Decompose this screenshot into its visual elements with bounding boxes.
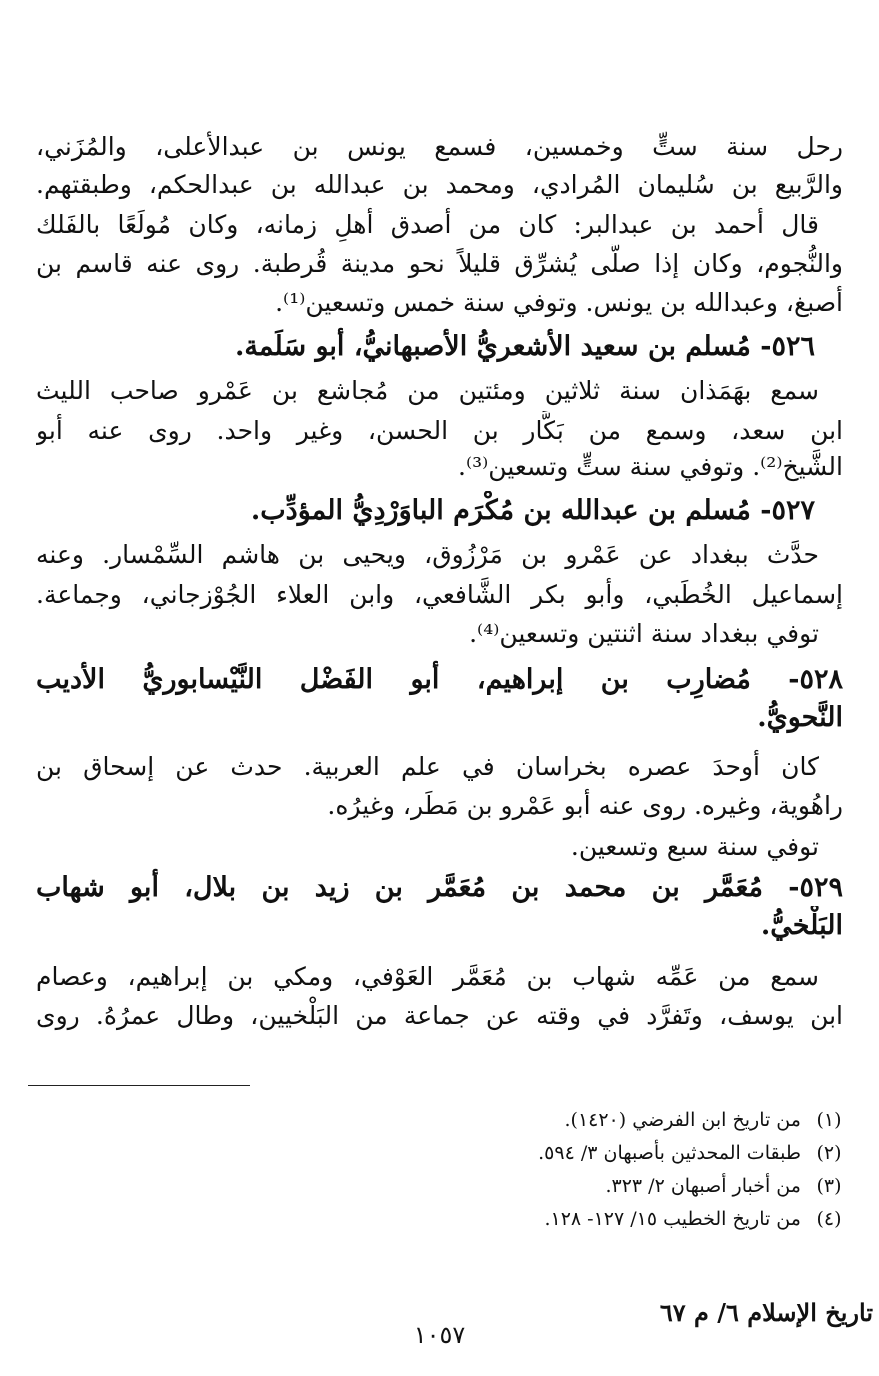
text-line: ابن سعد، وسمع من بَكَّار بن الحسن، وغير واحد. روى عنه أبو — [36, 416, 843, 445]
text-line: إسماعيل الخُطَبي، وأبو بكر الشَّافعي، وابن العلاء الجُوْزجاني، وجماعة. — [36, 580, 843, 609]
entry-heading: البَلْخيُّ. — [760, 910, 843, 941]
text-line: حدَّث ببغداد عن عَمْرو بن مَرْزُوق، ويحيى بن هاشم السِّمْسار. وعنه — [36, 540, 819, 569]
text-line: رحل سنة ستٍّ وخمسين، فسمع يونس بن عبدالأعلى، والمُزَني، — [36, 132, 843, 161]
text-line: أصبغ، وعبدالله بن يونس. وتوفي سنة خمس وتسعين⁽¹⁾. — [275, 288, 843, 317]
signature-mark: تاريخ الإسلام ٦/ م ٦٧ — [659, 1298, 873, 1327]
footnote-divider — [28, 1085, 250, 1086]
entry-heading: ٥٢٩- مُعَمَّر بن محمد بن مُعَمَّر بن زيد بن بلال، أبو شهاب — [36, 872, 843, 903]
footnote-number: (١) — [816, 1109, 842, 1131]
footnote — [538, 1139, 851, 1167]
text-line: توفي سنة سبع وتسعين. — [570, 832, 819, 861]
text-line: الشَّيخ⁽²⁾. وتوفي سنة ستٍّ وتسعين⁽³⁾. — [458, 452, 843, 481]
footnote-text: من تاريخ الخطيب ١٥/ ١٢٧- ١٢٨. — [544, 1208, 801, 1230]
text-line: سمع بهَمَذان سنة ثلاثين ومئتين من مُجاشع بن عَمْرو صاحب الليث — [36, 376, 819, 405]
text-line: والرَّبيع بن سُليمان المُرادي، ومحمد بن عبدالله بن عبدالحكم، وطبقتهم. — [36, 170, 843, 199]
text-line: كان أوحدَ عصره بخراسان في علم العربية. حدث عن إسحاق بن — [36, 752, 819, 781]
footnote-text: من أخبار أصبهان ٢/ ٣٢٣. — [605, 1175, 801, 1197]
footnote-number: (٣) — [816, 1175, 842, 1197]
page-number: ١٠٥٧ — [413, 1321, 466, 1349]
footnote — [544, 1205, 851, 1233]
text-line: راهُوية، وغيره. روى عنه أبو عَمْرو بن مَطَر، وغيرُه. — [327, 791, 843, 820]
text-line: قال أحمد بن عبدالبر: كان من أصدق أهلِ زمانه، وكان مُولَعًا بالفَلك — [36, 210, 819, 239]
text-line: سمع من عَمِّه شهاب بن مُعَمَّر العَوْفي، ومكي بن إبراهيم، وعصام — [36, 962, 819, 991]
footnote — [605, 1172, 851, 1200]
entry-heading: النَّحويُّ. — [757, 702, 843, 733]
footnote — [564, 1106, 851, 1134]
entry-heading: ٥٢٧- مُسلم بن عبدالله بن مُكْرَم الباوَرْدِيُّ المؤدِّب. — [250, 495, 815, 526]
text-line: ابن يوسف، وتَفرَّد في وقته عن جماعة من البَلْخيين، وطال عمرُهُ. روى — [36, 1001, 843, 1030]
text-line: والنُّجوم، وكان إذا صلَّى يُشرِّق قليلاً نحو مدينة قُرطبة. روى عنه قاسم بن — [36, 249, 843, 278]
text-line: توفي ببغداد سنة اثنتين وتسعين⁽⁴⁾. — [469, 619, 819, 648]
entry-heading: ٥٢٦- مُسلم بن سعيد الأشعريُّ الأصبهانيُّ، أبو سَلَمة. — [235, 331, 815, 362]
entry-heading: ٥٢٨- مُضارِب بن إبراهيم، أبو الفَضْل النَّيْسابوريُّ الأديب — [36, 664, 843, 695]
footnote-number: (٤) — [816, 1208, 842, 1230]
footnote-number: (٢) — [816, 1142, 842, 1164]
footnote-text: طبقات المحدثين بأصبهان ٣/ ٥٩٤. — [538, 1142, 801, 1164]
footnote-text: من تاريخ ابن الفرضي (١٤٢٠). — [564, 1109, 801, 1131]
